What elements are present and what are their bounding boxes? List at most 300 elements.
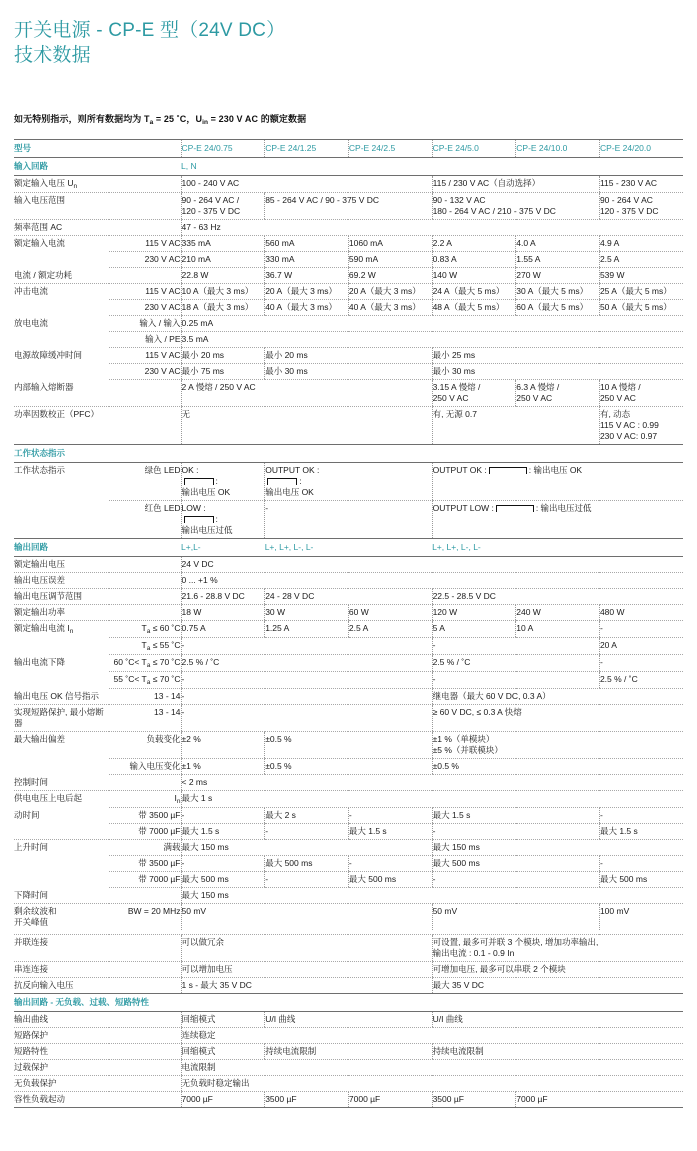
input-terminals: L, N <box>181 158 683 176</box>
cell-value: 22.8 W <box>181 268 265 284</box>
row-holdup-230 <box>14 364 683 380</box>
row-label: 额定输出电压 <box>14 557 181 573</box>
cell-value: 最大 35 V DC <box>432 978 683 994</box>
row-label: 输出电压 OK 信号指示 <box>14 689 109 705</box>
cell-value: U/I 曲线 <box>265 1012 432 1028</box>
row-sublabel: 13 - 14 <box>109 689 181 705</box>
cell-line: OUTPUT OK : <box>265 465 320 475</box>
cell-value: 20 A（最大 3 ms） <box>265 284 349 300</box>
row-status-red <box>14 501 683 539</box>
row-leakage-2 <box>14 332 683 348</box>
cell-line-text: 输出电流 : 0.1 - 0.9 In <box>432 948 515 958</box>
cell-line: LOW : <box>181 503 206 513</box>
section-title-input: 输入回路 <box>14 158 181 176</box>
row-derating-55 <box>14 672 683 689</box>
square-pulse-icon <box>496 505 534 512</box>
cell-value <box>432 501 683 539</box>
cell-value: 0.75 A <box>181 621 265 638</box>
row-label <box>14 824 109 840</box>
cell-line: 90 - 264 V AC <box>599 195 653 205</box>
cell-line: : <box>299 476 302 486</box>
cell-value: 无负载时稳定输出 <box>181 1076 683 1092</box>
cell-value: - <box>432 872 599 888</box>
row-rise-time-3500 <box>14 856 683 872</box>
row-rise-time-full <box>14 840 683 856</box>
cell-value <box>516 380 600 407</box>
row-start-time-in <box>14 791 683 808</box>
cell-line: 3.15 A 慢熔 / <box>432 382 481 392</box>
section-header-input <box>14 158 683 176</box>
cell-value: 40 A（最大 3 ms） <box>265 300 349 316</box>
cell-value: 最大 500 ms <box>265 856 349 872</box>
row-sublabel: 230 V AC <box>109 300 181 316</box>
cell-value: 电流限制 <box>181 1060 683 1076</box>
cell-value: 47 - 63 Hz <box>181 220 683 236</box>
cell-value: 1 s - 最大 35 V DC <box>181 978 432 994</box>
cell-value: 100 mV <box>599 904 683 931</box>
cell-value: ±0.5 % <box>265 732 432 759</box>
cell-value: 140 W <box>432 268 516 284</box>
row-label: 供电电压上电后起 <box>14 793 83 803</box>
cell-value: 18 W <box>181 605 265 621</box>
cell-value: 18 A（最大 3 ms） <box>181 300 265 316</box>
row-power-consumption <box>14 268 683 284</box>
row-label: 频率范围 AC <box>14 220 181 236</box>
cell-value: 0.83 A <box>432 252 516 268</box>
cell-line: 开关峰值 <box>14 917 49 927</box>
cell-value: 20 A <box>599 638 683 655</box>
row-rated-input-voltage <box>14 176 683 193</box>
cell-line: : <box>215 476 218 486</box>
row-label: 过载保护 <box>14 1060 181 1076</box>
page-subtitle: 技术数据 <box>14 45 91 66</box>
row-fall-time <box>14 888 683 904</box>
cell-value: - <box>181 808 265 824</box>
cell-line: : 输出电压 OK <box>528 465 583 475</box>
cell-value: 7000 µF <box>181 1092 265 1108</box>
cell-value: 最大 1.5 s <box>432 808 599 824</box>
cell-value: 60 A（最大 5 ms） <box>516 300 600 316</box>
cell-value: 最大 1.5 s <box>599 824 683 840</box>
cell-value: - <box>265 501 432 539</box>
row-residual-ripple <box>14 904 683 931</box>
row-label: 输出电压调节范围 <box>14 589 181 605</box>
model-col-6: CP-E 24/20.0 <box>599 140 683 158</box>
cell-value: 5 A <box>432 621 516 638</box>
section-header-output <box>14 539 683 557</box>
row-short-characteristic <box>14 1044 683 1060</box>
row-series-connection <box>14 962 683 978</box>
output-terminals-3: L+, L+, L-, L- <box>432 539 683 557</box>
cell-line: OK : <box>181 465 199 475</box>
cell-value: 最小 20 ms <box>265 348 432 364</box>
row-label: 串连连接 <box>14 962 181 978</box>
cell-value: 最大 1.5 s <box>348 824 432 840</box>
cell-value: - <box>599 856 683 872</box>
output-terminals-1: L+,L- <box>181 539 265 557</box>
row-sublabel: 满载 <box>109 840 181 856</box>
cell-line: 120 - 375 V DC <box>599 206 659 216</box>
cell-value: 30 A（最大 5 ms） <box>516 284 600 300</box>
cell-value: 270 W <box>516 268 600 284</box>
row-holdup-115 <box>14 348 683 364</box>
row-sublabel: 绿色 LED <box>109 463 181 501</box>
cell-value: 48 A（最大 5 ms） <box>432 300 516 316</box>
square-pulse-icon <box>489 467 527 474</box>
cell-value: 最大 500 ms <box>432 856 599 872</box>
row-rated-output-current-60 <box>14 621 683 638</box>
row-sublabel: 红色 LED <box>109 501 181 539</box>
section-title-output: 输出回路 <box>14 539 181 557</box>
cell-value: - <box>432 824 599 840</box>
row-sublabel: $T_a \le 55$ ˚C <box>109 638 181 655</box>
cell-value: 2.2 A <box>432 236 516 252</box>
cell-value: 最大 1 s <box>181 791 683 808</box>
cell-value: 0 ... +1 % <box>181 573 683 589</box>
cell-value: 330 mA <box>265 252 349 268</box>
cell-value: 最小 20 ms <box>181 348 265 364</box>
cell-value: - <box>599 808 683 824</box>
cell-line: 输出电压 OK <box>181 487 231 497</box>
cell-value: 持续电流限制 <box>265 1044 432 1060</box>
cell-value: - <box>265 872 349 888</box>
cell-value: ±0.5 % <box>265 759 432 775</box>
model-col-2: CP-E 24/1.25 <box>265 140 349 158</box>
conditions-note: 如无特别指示，则所有数据均为 $T_a = 25$ ˚C，$U_{in} = 230$ V AC 的额定数据 <box>14 114 307 126</box>
cell-value: 50 A（最大 5 ms） <box>599 300 683 316</box>
cell-line: 有, 动态 <box>599 409 631 419</box>
cell-value: - <box>181 689 432 705</box>
cell-value: 10 A（最大 3 ms） <box>181 284 265 300</box>
row-rated-input-current-115 <box>14 236 683 252</box>
cell-value: U/I 曲线 <box>432 1012 683 1028</box>
model-col-1: CP-E 24/0.75 <box>181 140 265 158</box>
row-label: 功率因数校正（PFC） <box>14 409 100 419</box>
cell-value: 25 A（最大 5 ms） <box>599 284 683 300</box>
cell-value: 可增加电压, 最多可以串联 2 个模块 <box>432 962 683 978</box>
cell-value: 有, 无源 0.7 <box>432 407 599 445</box>
cell-value: - <box>348 856 432 872</box>
cell-value: 无 <box>181 407 432 445</box>
cell-value: 2.5 A <box>348 621 432 638</box>
cell-value: 20 A（最大 3 ms） <box>348 284 432 300</box>
cell-value: ≥ 60 V DC, ≤ 0.3 A 快熔 <box>432 705 683 732</box>
cell-value: 1.25 A <box>265 621 349 638</box>
cell-line: 250 V AC <box>516 393 553 403</box>
row-label: 额定输入电压 $U_n$ <box>14 176 181 193</box>
row-label: 工作状态指示 <box>14 465 66 475</box>
specifications-table <box>14 139 683 1108</box>
row-start-time-7000 <box>14 824 683 840</box>
cell-line: : <box>215 514 218 524</box>
cell-value: - <box>432 638 599 655</box>
cell-value: 可以增加电压 <box>181 962 432 978</box>
cell-line: 180 - 264 V AC / 210 - 375 V DC <box>432 206 556 216</box>
output-terminals-2: L+, L+, L-, L- <box>265 539 432 557</box>
cell-value: - <box>181 672 432 689</box>
cell-value: 335 mA <box>181 236 265 252</box>
cell-value <box>432 463 683 501</box>
cell-value <box>432 380 516 407</box>
cell-value: - <box>432 672 599 689</box>
row-parallel-connection <box>14 935 683 962</box>
row-inrush-115 <box>14 284 683 300</box>
cell-value: - <box>265 824 349 840</box>
cell-value: 7000 µF <box>516 1092 683 1108</box>
cell-value: 40 A（最大 3 ms） <box>348 300 432 316</box>
cell-value: 继电器（最大 60 V DC, 0.3 A） <box>432 689 683 705</box>
row-label: 电流 / 额定功耗 <box>14 268 181 284</box>
cell-value: - <box>181 705 432 732</box>
row-sublabel: 输入电压变化 <box>109 759 181 775</box>
cell-line-pulse <box>265 476 431 487</box>
row-rated-input-current-230 <box>14 252 683 268</box>
row-label: 无负载保护 <box>14 1076 181 1092</box>
row-output-voltage-adjust <box>14 589 683 605</box>
cell-value: 最大 500 ms <box>599 872 683 888</box>
cell-line: ±5 %（并联模块） <box>432 745 503 755</box>
cell-value: 回缩模式 <box>181 1012 265 1028</box>
cell-value: 480 W <box>599 605 683 621</box>
cell-line <box>433 948 684 959</box>
row-label: 动时间 <box>14 809 40 820</box>
row-sublabel: 60 ˚C< $T_a \le 70$ ˚C <box>109 655 181 672</box>
row-short-circuit-fuse <box>14 705 683 732</box>
row-label: 输出电流下降 <box>14 656 66 667</box>
row-label: 短路特性 <box>14 1044 181 1060</box>
row-label: 内部输入熔断器 <box>14 380 181 407</box>
cell-value: 4.0 A <box>516 236 600 252</box>
row-label: 放电电流 <box>14 317 49 328</box>
square-pulse-icon <box>267 478 297 485</box>
cell-value: 36.7 W <box>265 268 349 284</box>
cell-value: 539 W <box>599 268 683 284</box>
cell-line: 输出电压过低 <box>181 525 233 535</box>
row-label <box>14 904 109 931</box>
row-internal-fuse <box>14 380 683 407</box>
row-rise-time-7000 <box>14 872 683 888</box>
row-derating-60 <box>14 655 683 672</box>
cell-value <box>599 380 683 407</box>
cell-value: 560 mA <box>265 236 349 252</box>
cell-value <box>432 935 683 962</box>
cell-value: 连续稳定 <box>181 1028 683 1044</box>
row-sublabel: $T_a \le 60$ ˚C <box>109 621 181 638</box>
row-max-deviation-input <box>14 759 683 775</box>
cell-line: 可设置, 最多可并联 3 个模块, 增加功率输出, <box>432 937 599 947</box>
row-label: 最大输出偏差 <box>14 734 66 744</box>
row-label: 输出曲线 <box>14 1012 181 1028</box>
row-label: 额定输出功率 <box>14 605 181 621</box>
cell-value: 120 W <box>432 605 516 621</box>
row-sublabel: $I_n$ <box>109 791 181 808</box>
row-input-voltage-range <box>14 193 683 220</box>
row-leakage-1 <box>14 316 683 332</box>
cell-value: 持续电流限制 <box>432 1044 683 1060</box>
cell-value: - <box>181 856 265 872</box>
cell-value: 最大 150 ms <box>432 840 683 856</box>
cell-value: ±1 % <box>181 759 265 775</box>
row-sublabel: 负载变化 <box>109 732 181 759</box>
row-label: 输出电压误差 <box>14 573 181 589</box>
cell-value: 2.5 A <box>599 252 683 268</box>
cell-line: 250 V AC <box>432 393 469 403</box>
cell-value: 最小 30 ms <box>265 364 432 380</box>
square-pulse-icon <box>184 478 214 485</box>
cell-line: ±1 %（单模块） <box>432 734 495 744</box>
cell-line: 10 A 慢熔 / <box>599 382 641 392</box>
cell-value: 最大 150 ms <box>181 888 683 904</box>
cell-value: 最大 500 ms <box>348 872 432 888</box>
model-col-4: CP-E 24/5.0 <box>432 140 516 158</box>
row-label: 并联连接 <box>14 935 181 962</box>
row-sublabel: 115 V AC <box>109 284 181 300</box>
row-short-protection <box>14 1028 683 1044</box>
row-max-deviation-load <box>14 732 683 759</box>
cell-line: 120 - 375 V DC <box>181 206 241 216</box>
cell-value: 最大 1.5 s <box>181 824 265 840</box>
cell-line: 230 V AC: 0.97 <box>599 431 658 441</box>
cell-value: 4.9 A <box>599 236 683 252</box>
row-sublabel: 115 V AC <box>109 348 181 364</box>
row-sublabel: 带 3500 µF <box>109 808 181 824</box>
row-sublabel: 输入 / PE <box>109 332 181 348</box>
cell-line: OUTPUT LOW : <box>432 503 494 513</box>
cell-value <box>432 732 683 759</box>
cell-line: 115 V AC : 0.99 <box>599 420 659 430</box>
cell-value: 21.6 - 28.8 V DC <box>181 589 265 605</box>
row-sublabel: 带 7000 µF <box>109 824 181 840</box>
row-label: 冲击电流 <box>14 286 49 296</box>
row-label: 额定输出电流 $I_n$ <box>14 623 74 635</box>
cell-value: 22.5 - 28.5 V DC <box>432 589 683 605</box>
row-reverse-voltage <box>14 978 683 994</box>
cell-value: - <box>181 638 432 655</box>
cell-line: 250 V AC <box>599 393 636 403</box>
row-pfc <box>14 407 683 445</box>
cell-line-pulse <box>182 476 265 487</box>
cell-value: 24 - 28 V DC <box>265 589 432 605</box>
row-label: 下降时间 <box>14 888 181 904</box>
cell-value: 2 A 慢熔 / 250 V AC <box>181 380 432 407</box>
cell-value: 115 - 230 V AC <box>599 176 683 193</box>
row-output-ok-signal <box>14 689 683 705</box>
cell-value: 最大 500 ms <box>181 872 265 888</box>
cell-value: 最小 25 ms <box>432 348 683 364</box>
cell-value: 590 mA <box>348 252 432 268</box>
row-capacitive-load <box>14 1092 683 1108</box>
cell-value: 60 W <box>348 605 432 621</box>
cell-value: 最大 150 ms <box>181 840 432 856</box>
row-label: 实现短路保护, 最小熔断器 <box>14 705 109 732</box>
cell-value <box>265 463 432 501</box>
row-no-load-protection <box>14 1076 683 1092</box>
cell-value <box>599 407 683 445</box>
cell-value: ±2 % <box>181 732 265 759</box>
row-control-time <box>14 775 683 791</box>
row-sublabel: 带 3500 µF <box>109 856 181 872</box>
cell-line: 6.3 A 慢熔 / <box>516 382 560 392</box>
row-label: 容性负载起动 <box>14 1092 181 1108</box>
row-sublabel: 55 ˚C< $T_a \le 70$ ˚C <box>109 672 181 689</box>
cell-value: < 2 ms <box>181 775 683 791</box>
row-rated-output-power <box>14 605 683 621</box>
column-header-label: 型号 <box>14 140 181 158</box>
cell-value <box>181 501 265 539</box>
model-col-5: CP-E 24/10.0 <box>516 140 600 158</box>
row-label: 电源故障缓冲时间 <box>14 349 83 360</box>
table-header-row <box>14 140 683 158</box>
cell-value: 0.25 mA <box>181 316 683 332</box>
row-sublabel: 带 7000 µF <box>109 872 181 888</box>
cell-value: 10 A <box>516 621 600 638</box>
cell-value: 30 W <box>265 605 349 621</box>
cell-value <box>181 193 265 220</box>
row-overload-protection <box>14 1060 683 1076</box>
cell-value: 最小 75 ms <box>181 364 265 380</box>
cell-value: - <box>599 655 683 672</box>
cell-value: 可以做冗余 <box>181 935 432 962</box>
cell-value <box>599 193 683 220</box>
row-status-green <box>14 463 683 501</box>
cell-value: 2.5 % / ˚C <box>432 655 599 672</box>
page-title: 开关电源 - CP-E 型（24V DC） <box>14 20 286 41</box>
row-sublabel: 230 V AC <box>109 364 181 380</box>
row-sublabel: 输入 / 输入 <box>109 316 181 332</box>
section-title-status: 工作状态指示 <box>14 445 683 463</box>
row-label: 上升时间 <box>14 842 49 852</box>
cell-value: 2.5 % / ˚C <box>181 655 432 672</box>
row-label: 输入电压范围 <box>14 193 181 220</box>
row-label: 额定输入电流 <box>14 238 66 248</box>
cell-line: 90 - 132 V AC <box>432 195 486 205</box>
cell-value: 1.55 A <box>516 252 600 268</box>
section-header-output-characteristics <box>14 994 683 1012</box>
cell-value <box>432 193 599 220</box>
cell-line-pulse <box>182 514 265 525</box>
cell-value: 24 V DC <box>181 557 683 573</box>
cell-value: 240 W <box>516 605 600 621</box>
cell-line: 剩余纹波和 <box>14 906 57 916</box>
cell-value: 3500 µF <box>432 1092 516 1108</box>
cell-value: 50 mV <box>181 904 432 931</box>
model-col-3: CP-E 24/2.5 <box>348 140 432 158</box>
row-sublabel: 230 V AC <box>109 252 181 268</box>
square-pulse-icon <box>184 516 214 523</box>
cell-value: 3500 µF <box>265 1092 349 1108</box>
row-label: 抗反向输入电压 <box>14 980 74 990</box>
row-inrush-230 <box>14 300 683 316</box>
row-sublabel: 115 V AC <box>109 236 181 252</box>
cell-value: 85 - 264 V AC / 90 - 375 V DC <box>265 193 432 220</box>
cell-line: : 输出电压过低 <box>535 503 592 513</box>
cell-value: 115 / 230 V AC（自动选择） <box>432 176 599 193</box>
cell-value: 24 A（最大 5 ms） <box>432 284 516 300</box>
cell-value: 210 mA <box>181 252 265 268</box>
cell-value: 1060 mA <box>348 236 432 252</box>
section-header-status <box>14 445 683 463</box>
cell-value: 69.2 W <box>348 268 432 284</box>
row-label: 控制时间 <box>14 775 181 791</box>
row-rated-output-voltage <box>14 557 683 573</box>
cell-line: 90 - 264 V AC / <box>181 195 240 205</box>
cell-value: ±0.5 % <box>432 759 683 775</box>
cell-line: OUTPUT OK : <box>432 465 487 475</box>
row-rated-output-current-55 <box>14 638 683 655</box>
row-output-curve <box>14 1012 683 1028</box>
cell-value: 2.5 % / ˚C <box>599 672 683 689</box>
title-block <box>0 0 697 68</box>
